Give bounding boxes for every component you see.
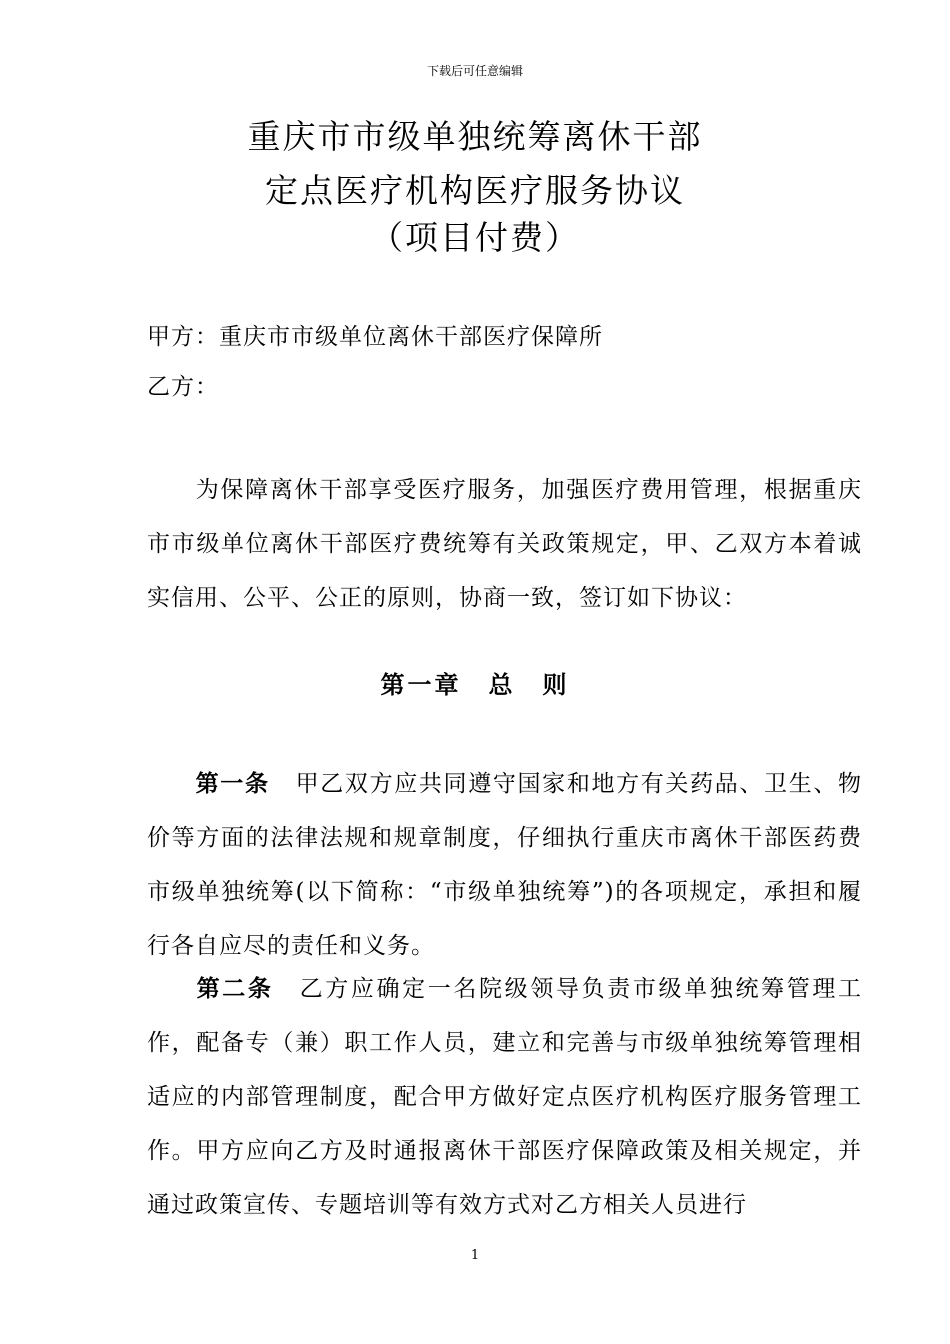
- preamble-text: 为保障离休干部享受医疗服务，加强医疗费用管理，根据重庆市市级单位离休干部医疗费统筹有关政策规定，甲、乙双方本着诚实信用、公平、公正的原则，协商一致，签订如下协议：: [147, 477, 862, 611]
- article-label: 第二条: [195, 976, 274, 1002]
- article-label: 第一条: [195, 771, 270, 797]
- download-note: 下载后可任意编辑: [426, 64, 523, 78]
- article-text: 甲乙双方应共同遵守国家和地方有关药品、卫生、物价等方面的法律法规和规章制度，仔细执行重庆市离休干部医药费市级单独统筹(以下简称：“市级单独统筹”)的各项规定，承担和履行各自应尽的责任和义务。: [147, 771, 863, 959]
- page-number: 1: [470, 1248, 480, 1263]
- document-title-line-1: 重庆市市级单独统筹离休干部: [247, 117, 703, 156]
- preamble-paragraph: [147, 463, 862, 625]
- chapter-heading: 第一章 总 则: [380, 671, 570, 699]
- party-a-line: 甲方：重庆市市级单位离休干部医疗保障所: [147, 324, 603, 350]
- article-1: [147, 757, 862, 973]
- article-text: 乙方应确定一名院级领导负责市级单独统筹管理工作，配备专（兼）职工作人员，建立和完善与市级单独统筹管理相适应的内部管理制度，配合甲方做好定点医疗机构医疗服务管理工作。甲方应向乙方及时通报离休干部医疗保障政策及相关规定，并通过政策宣传、专题培训等有效方式对乙方相关人员进行: [147, 976, 863, 1218]
- document-title-line-3: （项目付费）: [370, 218, 580, 257]
- document-title-line-2: 定点医疗机构医疗服务协议: [265, 171, 685, 210]
- article-2: [147, 962, 862, 1232]
- party-b-line: 乙方：: [147, 374, 219, 400]
